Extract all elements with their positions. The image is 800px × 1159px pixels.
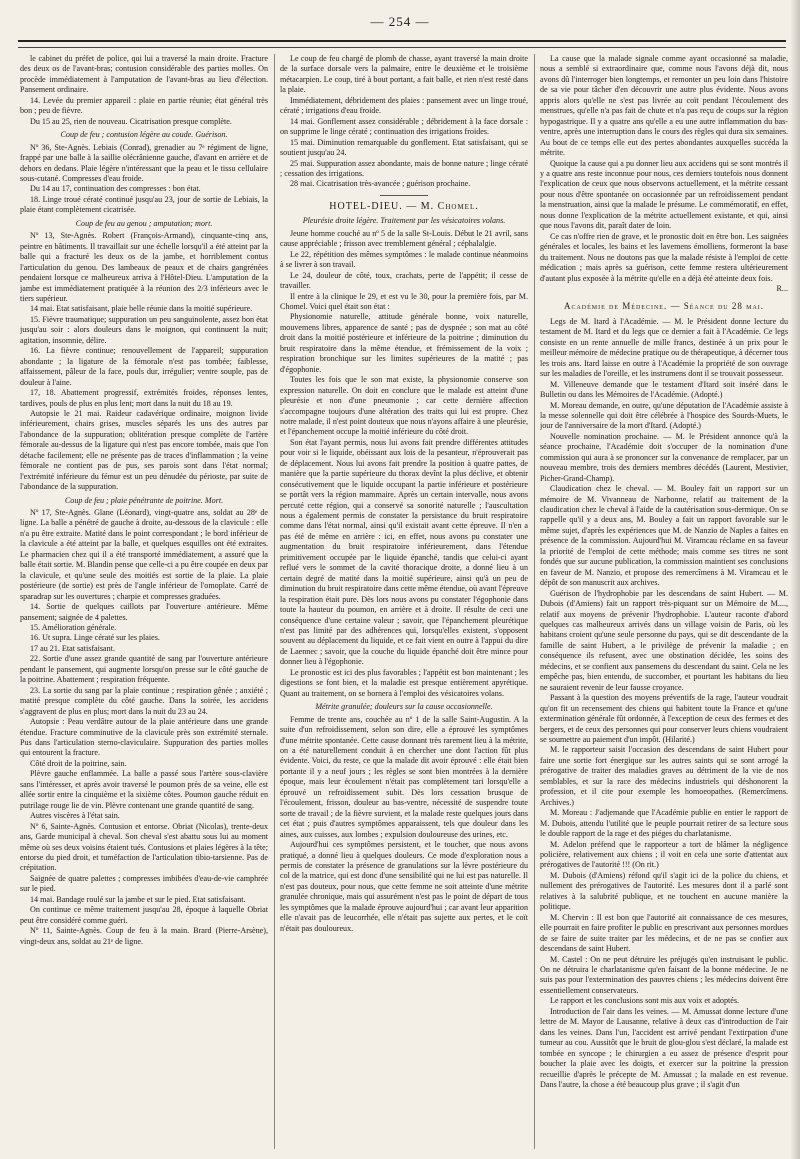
paragraph: Du 14 au 17, continuation des compresses : bon état. — [30, 184, 201, 194]
paragraph: La cause que la malade signale comme ayant occasionné sa maladie, nous a semblé si extraordinaire que, comme nous l'avons déjà dit, nous avons dû l'interroger bien longtemps, et remonter un peu loin dans l'histoire de sa vie pour tâcher d'en découvrir une autre plus évidente. Nous avons appris alors qu'elle ne s'est pas livrée au coït pendant l'écoulement des menstrues, qu'elle n'a pas fait de chute et n'a pas reçu de coups sur la région hypogastrique. Il y a quatre ans qu'elle a eu une autre inflammation du bas-ventre, après une interruption dans le cours des règles qui dura six semaines. Au bout de ce temps elle eut des pertes abondantes auxquelles succéda la métrite. — [540, 54, 788, 158]
paragraph: 15. Fièvre traumatique; suppuration un peu sanguinolente, assez bon état jusqu'au soir : alors douleurs dans le moignon, qui continuent la nuit; agitation, insomnie, délire. — [20, 314, 268, 345]
paragraph: M. Moreau demande, en outre, qu'une députation de l'Académie assiste à la messe solennelle qui doit être célébrée à l'hospice des Sourds-Muets, le jour de l'anniversaire de la mort d'Itard. (Adopté.) — [540, 400, 788, 431]
paragraph: 18. Linge troué cératé continué jusqu'au 23, jour de sortie de Lebiais, la plaie étant complètement cicatrisée. — [20, 194, 268, 215]
section-heading: Académie de Médecine. — Séance du 28 mai. — [563, 301, 765, 312]
paragraph: 23. La sortie du sang par la plaie continue ; respiration gênée ; anxiété ; matité presque complète du côté gauche. Dans la soirée, les accidens s'aggravent de plus en plus; mort dans la nuit du 23 au 24. — [20, 685, 268, 716]
paragraph: M. Moreau : J'adjemande que l'Académie publie en entier le rapport de M. Dubois, attendu l'utilité que le peuple pourrait retirer de sa lecture sous le double rapport de la rage et des piéges du charlatanisme. — [540, 808, 788, 839]
paragraph: On continue ce même traitement jusqu'au 28, époque à laquelle Obriat peut être considéré comme guéri. — [20, 905, 268, 925]
paragraph: Autopsie : Peau verdâtre autour de la plaie antérieure dans une grande étendue. Fracture comminutive de la clavicule près son extrémité sternale. Pus dans l'articulation sterno-claviculaire. Suppuration des parties molles qui entourent la fracture. — [20, 717, 268, 758]
paragraph: Le rapport et les conclusions sont mis aux voix et adoptés. — [550, 996, 740, 1006]
paragraph: 22. Sortie d'une assez grande quantité de sang par l'ouverture antérieure pendant le pansement, qui augmente lorsqu'on presse sur le côté gauche de la poitrine. Abattement ; respiration fréquente. — [20, 654, 268, 685]
paragraph: Nº 11, Sainte-Agnès. Coup de feu à la main. Brard (Pierre-Arsène), vingt-deux ans, soldat au 21ᵉ de ligne. — [20, 926, 268, 946]
paragraph: Autopsie le 21 mai. Raideur cadavérique ordinaire, moignon livide inférieurement, chairs grises, muscles séparés les uns des autres par l'abondance de la suppuration; oblitération presque complète de l'artère fémorale au-dessus de la ligature qui n'est pas encore tombée, mais que l'on détache facilement; elle ne présente pas de traces d'inflammation ; la veine fémorale ne contient pas de pus, ses parois sont dans l'état normal; l'extrémité inférieure du fémur est un peu dénudée du périoste, par suite de l'abondance de la suppuration. — [20, 408, 268, 492]
paragraph: 16. La fièvre continue; renouvellement de l'appareil; suppuration abondante ; la ligature de la fémorale n'est pas tombée; faiblesse, affaissement, pâleur de la face, pouls dur, irrégulier; ventre souple, pas de douleur à l'aine. — [20, 346, 268, 387]
paragraph: M. Dubois (d'Amiens) réfond qu'il s'agit ici de la police du chiens, et nullement des prérogatives de l'autorité. Les mesures dont il a parlé sont relatives à la salubrité publique, et ne touchent en aucune manière la politique. — [540, 870, 788, 912]
hospital-heading — [280, 202, 528, 212]
hospital-name: HOTEL-DIEU. — [329, 200, 403, 212]
case-title: Coup de feu au genou ; amputation; mort. — [75, 218, 213, 228]
case-title: Pleurésie droite légère. Traitement par les vésicatoires volans. — [302, 216, 506, 226]
paragraph: Passant à la question des moyens préventifs de la rage, l'auteur voudrait qu'on fit un recensement des chiens qui habitent toute la France et qu'une extermination générale fût ordonnée, à l'exception de ceux des fermes et des bergers, et de ceux des personnes qui pour conserver leurs chiens voudraient se soumettre au paiement d'un impôt. (Hilarité.) — [540, 693, 788, 744]
paragraph: 15 mai. Diminution remarquable du gonflement. Etat satisfaisant, qui se soutient jusqu'au 24. — [280, 137, 528, 158]
paragraph: Autres viscères à l'état sain. — [30, 811, 120, 821]
physician-name: — M. Chomel. — [406, 200, 479, 212]
column-right — [540, 54, 788, 1149]
paragraph: 25 mai. Suppuration assez abondante, mais de bonne nature ; linge cératé ; cessation des irrigations. — [280, 158, 528, 178]
paragraph: Côté droit de la poitrine, sain. — [30, 758, 127, 768]
case-title: Métrite granulée; douleurs sur la cause occasionnelle. — [315, 702, 493, 712]
paragraph: 14. Sortie de quelques caillots par l'ouverture antérieure. Même pansement; saignée de 4 palettes. — [20, 602, 268, 622]
paragraph: Claudication chez le cheval. — M. Bouley fait un rapport sur un mémoire de M. Vivanneau de Narbonne, relatif au traitement de la claudication chez le cheval à l'aide de la cautérisation sous-dermique. On se rappelle qu'il y a deux ans, M. Bouley a fait un rapport favorable sur le même sujet, d'après les expériences que M. de Nanzio de Naples a faites en présence de la commission. Aujourd'hui M. Viramcau réclame en sa faveur la priorité de l'emploi de cette méthode; mais comme ses titres ne sont fondés que sur aucune publication, la commission maintient ses conclusions en faveur de M. Nanzio, et propose des remercîmens à M. Viramcau et le dépôt de son manuscrit aux archives. — [540, 484, 788, 588]
paragraph: Le 22, répétition des mêmes symptômes : le malade continue néanmoins à se livrer à son travail. — [280, 249, 528, 270]
column-left — [20, 54, 268, 1149]
paragraph: M. le rapporteur saisit l'occasion des descendans de saint Hubert pour faire une sortie fort énergique sur les autres saints qui se sont arrogé la prérogative de traiter des maladies graves au détriment de la vie de nos semblables, et sur la race des médecins industriels qui déshonorent la profession, et il cite pour exemple les homoeopathes. (Remercîmens. Archives.) — [540, 745, 788, 807]
paragraph: Toutes les fois que le son mat existe, la physionomie conserve son expression naturelle. On doit en conclure que le malade est atteint d'une pleurésie et non d'une pneumonie ; car cette dernière affection s'accompagne toujours d'une altération des traits qui lui est propre. Chez notre malade, il n'est point douteux que nous n'ayons affaire à une pleurésie, et l'épanchement occupe la moitié inférieure du côté droit. — [280, 375, 528, 437]
paragraph: 14 mai. Gonflement assez considérable ; débridement à la face dorsale : on supprime le linge cératé ; continuation des irrigations froides. — [280, 116, 528, 137]
paragraph: 28 mai. Cicatrisation très-avancée ; guérison prochaine. — [290, 179, 471, 189]
case-title: Coup de feu ; contusion légère au coude. Guérison. — [60, 130, 228, 140]
paragraph: M. Chervin : Il est bon que l'autorité ait connaissance de ces mesures, elle pourrait en faire profiter le public en prescrivant aux personnes mordues de se faire de suite traiter par les médecins, et de ne pas se confier aux descendans de saint Hubert. — [540, 912, 788, 954]
paragraph: Nº 36, Ste-Agnès. Lebiais (Conrad), grenadier au 7ᵉ régiment de ligne, frappé par une balle à la saillie olécrânienne gauche, d'avant en arrière et de dehors en dedans. Plaie légère n'intéressant que la peau et le tissu cellulaire sous-cutané. Compresses d'eau froide. — [20, 142, 268, 183]
paragraph: 15. Amélioration générale. — [30, 623, 117, 633]
page-number: — 254 — — [370, 14, 430, 29]
paragraph: Le 24, douleur de côté, toux, crachats, perte de l'appétit; il cesse de travailler. — [280, 270, 528, 291]
column-middle — [280, 54, 528, 1149]
page-edge-shadow — [790, 0, 800, 1159]
paragraph: Nouvelle nomination prochaine. — M. le Président annonce qu'à la séance prochaine, l'Académie doit s'occuper de la nomination d'une commission qui aura à se prononcer sur la convenance de remplacer, par un nouveau membre, trois des derniers membres décédés (Laurent, Mestivier, Picher-Grand-Champ). — [540, 431, 788, 483]
paragraph: Plèvre gauche enflammée. La balle a passé sous l'artère sous-clavière sans l'intéresser, et après avoir traversé le poumon près de sa veine, elle est allée sortir entre la cinquième et la sixième côtes. Poumon gauche réduit en putrilage rouge lie de vin. Plèvre contenant une grande quantité de sang. — [20, 769, 268, 810]
signature: R... — [776, 283, 788, 293]
paragraph: Legs de M. Itard à l'Académie. — M. le Président donne lecture du testament de M. Itard et du legs que ce dernier a fait à l'Académie. Ce legs consiste en un rente annuelle de mille francs, destinée à un prix pour le meilleur mémoire de médecine pratique ou de thérapeutique, à décerner tous les trois ans. Itard laisse en outre à l'Académie la propriété de son ouvrage sur les maladies de l'oreille, et les instrumens dont il se trouvait possesseur. — [540, 316, 788, 379]
paragraph: 14. Levée du premier appareil : plaie en partie réunie; état général très bon ; peu de fièvre. — [20, 95, 268, 116]
paragraph: Nº 17, Ste-Agnès. Glane (Léonard), vingt-quatre ans, soldat au 28ᵉ de ligne. La balle a pénétré de gauche à droite, au-dessous de la clavicule : elle n'a pu être extraite. Matité dans le point correspondant ; le bord inférieur de la clavicule a été atteint par la balle, et quelques esquilles ont été extraites. Le pharmacien chez qui il a été transporté immédiatement, a assuré que la balle était sortie. M. Blandin pense que celle-ci a pu être coupée en deux par la clavicule, et qu'une seule des moitiés est sortie de la plaie. La plaie postérieure (de sortie) est près de l'angle inférieur de l'omoplate. Carré de sparadrap sur les ouvertures ; charpie et compresses graduées. — [20, 508, 268, 601]
paragraph: Immédiatement, débridement des plaies : pansement avec un linge troué, cératé ; irrigations d'eau froide. — [280, 95, 528, 116]
paragraph: 17 au 21. Etat satisfaisant. — [30, 643, 115, 653]
case-title: Coup de feu ; plaie pénétrante de poitrine. Mort. — [64, 495, 224, 505]
paragraph: 14 mai. Etat satisfaisant, plaie belle réunie dans la moitié supérieure. — [30, 304, 253, 314]
paragraph: Son état l'ayant permis, nous lui avons fait prendre différentes attitudes pour voir si le liquide, obéissant aux lois de la pesanteur, n'éprouverait pas de déplacement. Nous lui avons fait prendre la position à quatre pattes, de manière que la partie supérieure du thorax devînt la plus déclive, et obtenir consécutivement que le liquide occupant la partie inférieure et postérieure se portât vers la région mammaire. Après un certain intervalle, nous avons percuté cette région, qui a conservé sa sonorité naturelle ; l'auscultation nous a également permis de constater la persistance du bruit respiratoire comme dans l'état normal, ainsi qu'il existait avant cette épreuve. Il n'en a pas été de même en arrière : ici, en effet, nous avons pu constater une augmentation du bruit respiratoire inférieurement, dans l'étendue primitivement occupée par le liquide épanché, tandis que celui-ci ayant reflué vers le sommet de la cavité thoracique droite, a donné lieu à un certain degré de matité dans la moitié supérieure, ainsi qu'à un peu de diminution du bruit respiratoire dans cette même étendue, où avant l'épreuve la respiration était pure. Dès lors nous avons pu constater l'égophonie dans toute la hauteur du poumon, en arrière et à droite. Il résulte de ceci une conséquence d'une certaine valeur ; savoir, que l'épanchement pleurétique n'est pas limité par des adhérences qui, lorsqu'elles existent, s'opposent souvent au déplacement du liquide, et ce fait vient en outre à l'appui du dire de Laennec ; savoir, que la couche du liquide épanché doit être mince pour donner lieu à l'égophonie. — [280, 437, 528, 667]
paragraph: Ce cas n'offre rien de grave, et le pronostic doit en être bon. Les saignées générales et locales, les bains et les lavemens émolliens, formeront la base du traitement. Nous ne doutons pas que la malade résiste à l'emploi de cette médication ; mais après sa guérison, cette femme restera ultérieurement d'autant plus exposée à la métrite qu'elle en a déjà été atteinte deux fois. — [540, 231, 788, 283]
paragraph: Du 15 au 25, rien de nouveau. Cicatrisation presque complète. — [30, 116, 232, 126]
paragraph: Aujourd'hui ces symptômes persistent, et le toucher, que nous avons pratiqué, a donné lieu à quelques douleurs. Ce mode d'exploration nous a permis de constater la présence de granulations sur la lèvre postérieure du col de la matrice, qui est donc d'une sensibilité qui ne lui est pas naturelle. Il n'est pas douteux, pour nous, que cette femme ne soit atteinte d'une métrite granulée chronique, mais qui assurément n'est pas le point de départ de tous les symptômes que la malade éprouve aujourd'hui ; car avant leur apparition elle n'avait pas de leucorrhée, elle n'était pas sujette aux pertes, et le coït n'était pas douloureux. — [280, 840, 528, 933]
paragraph: Il entre à la clinique le 29, et est vu le 30, pour la première fois, par M. Chomel. Voici quel était son état : — [280, 291, 528, 311]
paragraph: Physionomie naturelle, attitude générale bonne, voix naturelle, mouvemens libres, apparence de santé ; pas de dyspnée ; son mat au côté droit dans la moitié postérieure et inférieure de la poitrine ; diminution du bruit respiratoire dans la même étendue, et frémissement de la voix ; respiration bronchique sur les limites supérieures de la matité ; pas d'égophonie. — [280, 312, 528, 374]
paragraph: Jeune homme couché au nº 5 de la salle St-Louis. Début le 21 avril, sans cause appréciable ; frisson avec tremblement général ; céphalalgie. — [280, 228, 528, 249]
paragraph: M. Adelon préfend que le rapporteur a tort de blâmer la négligence policière, relativement aux chiens ; il voit en cela une sorte d'attentat aux prérogatives de l'autorité !!! (On rit.) — [540, 839, 788, 870]
paragraph: Introduction de l'air dans les veines. — M. Amussat donne lecture d'une lettre de M. Mayor de Lausanne, relative à deux cas d'introduction de l'air dans les veines. Dans l'un, l'accident est arrivé pendant l'extirpation d'une tumeur au cou. Aussitôt que le bruit de glou-glou s'est déclaré, la malade est tombée en syncope ; le chirurgien a eu assez de présence d'esprit pour boucher la plaie avec les doigts, et exercer sur la poitrine la pression recueillie d'après le précepte de M. Amussat ; la malade en est revenue. Dans l'autre, la chose a été beaucoup plus grave ; il s'agit d'un — [540, 1006, 788, 1089]
paragraph: le cabinet du préfet de police, qui lui a traversé la main droite. Fracture des deux os de l'avant-bras; contusion considérable des parties molles. On procède immédiatement à l'amputation de l'avant-bras au lieu d'élection. Pansement ordinaire. — [20, 54, 268, 95]
section-divider — [380, 195, 428, 196]
paragraph: M. Villeneuve demande que le testament d'Itard soit inséré dans le Bulletin ou dans les Mémoires de l'Académie. (Adopté.) — [540, 379, 788, 400]
header-double-rule — [18, 40, 786, 48]
paragraph: Femme de trente ans, couchée au nº 1 de la salle Saint-Augustin. A la suite d'un refroidissement, selon son dire, elle a éprouvé les symptômes d'une métrite spontanée. Cette cause donnant très rarement lieu à la métrite, on a été naturellement conduit à en chercher une dont l'action fût plus évidente. Voici, du reste, ce que la malade dit avoir éprouvé : elle était bien portante il y a neuf jours ; les règles se sont bien montrées à la dernière époque, mais leur écoulement n'était pas complètement tari lorsqu'elle a éprouvé un refroidissement subit. Dès lors cessation brusque de l'écoulement, frisson, douleur au bas-ventre, nécessité de suspendre toute sorte de travail ; de la fièvre survient, et la malade reste quelques jours dans cet état ; puis d'autres symptômes apparaissent, tels que douleur dans les aines, aux cuisses, aux lombes ; expulsion douloureuse des urines, etc. — [280, 714, 528, 839]
paragraph: Quoique la cause qui a pu donner lieu aux accidens qui se sont montrés il y a quatre ans reste inconnue pour nous, ces derniers toutefois nous donnent l'explication de ceux que nous observons actuellement, et la métrite cessant pour nous d'être spontanée on occasionnée par un refroidissement pendant la menstruation, ainsi que la malade le présume. Le commémoratif, en effet, nous donne l'explication de la métrite actuellement existante, et qui, ainsi que nous l'avons dit, paraît dater de loin. — [540, 158, 788, 231]
paragraph: Saignée de quatre palettes ; compresses imbibées d'eau-de-vie camphrée sur le pied. — [20, 873, 268, 894]
paragraph: Le pronostic est ici des plus favorables ; l'appétit est bon maintenant ; les digestions se font bien, et la maladie est presque entièrement apyrétique. Quant au traitement, on se bornera à l'emploi des vésicatoires volans. — [280, 667, 528, 698]
column-divider — [534, 54, 535, 1149]
paragraph: M. Castel : On ne peut détruire les préjugés qu'en instruisant le public. On ne détruira le charlatanisme qu'en faisant de la bonne médecine. Je ne suis pas pour l'extermination des pauvres chiens ; les médecins doivent être essentiellement conservateurs. — [540, 954, 788, 995]
paragraph: 14 mai. Bandage roulé sur la jambe et sur le pied. Etat satisfaisant. — [30, 894, 246, 904]
paragraph: Nº 6, Sainte-Agnès. Contusion et entorse. Obriat (Nicolas), trente-deux ans, Garde municipal à cheval. Son cheval s'est abattu sous lui au moment même où ses deux voisins étaient tués. Contusions et plaies légères à la tête; entorse du pied droit, et tuméfaction de l'articulation tibio-tarsienne. Pas de crépitation. — [20, 821, 268, 873]
paragraph: Guérison de l'hydrophobie par les descendans de saint Hubert. — M. Dubois (d'Amiens) fait un rapport très-piquant sur un Mémoire de M...., relatif aux moyens de prévenir l'hydrophobie. L'auteur raconte d'abord quelques cas malheureux arrivés dans un village voisin de Paris, où les habitans croient qu'une seule personne du pays, qui se dit descendante de la famille de saint Hubert, a le privilège de prévenir la maladie ; en conséquence ils refusent, avec une obstination décidée, les soins des médecins, et se confient aux pansemens du descendant du saint. Cela ne les empêche pas, bien entendu, de succomber, et pourtant les habitans du lieu ne sauraient revenir de leur fausse croyance. — [540, 588, 788, 692]
paragraph: Le coup de feu chargé de plomb de chasse, ayant traversé la main droite de la surface dorsale vers la palmaire, entre le deuxième et le troisième métacarpien. Le coup, tiré à bout portant, a fait balle, et rien n'est resté dans la plaie. — [280, 54, 528, 95]
paragraph: Nº 13, Ste-Agnès. Robert (François-Armand), cinquante-cinq ans, peintre en bâtiments. Il travaillait sur une échelle lorsqu'il a été atteint par la balle qui a fracturé les deux os de la jambe, et horriblement contus l'articulation du genou. Des lambeaux de peaux et de chairs gangrénées pendaient lorsque ce malheureux arriva à l'Hôtel-Dieu. L'amputation de la jambe est immédiatement pratiquée à la réunion des 2/3 inférieurs avec le tiers supérieur. — [20, 231, 268, 303]
column-divider — [274, 54, 275, 1149]
paragraph: 16. Ut supra. Linge cératé sur les plaies. — [30, 633, 160, 643]
paragraph: 17, 18. Abattement progressif, extrémités froides, réponses lentes, tardives, pouls de plus en plus lent; mort dans la nuit du 18 au 19. — [20, 388, 268, 408]
